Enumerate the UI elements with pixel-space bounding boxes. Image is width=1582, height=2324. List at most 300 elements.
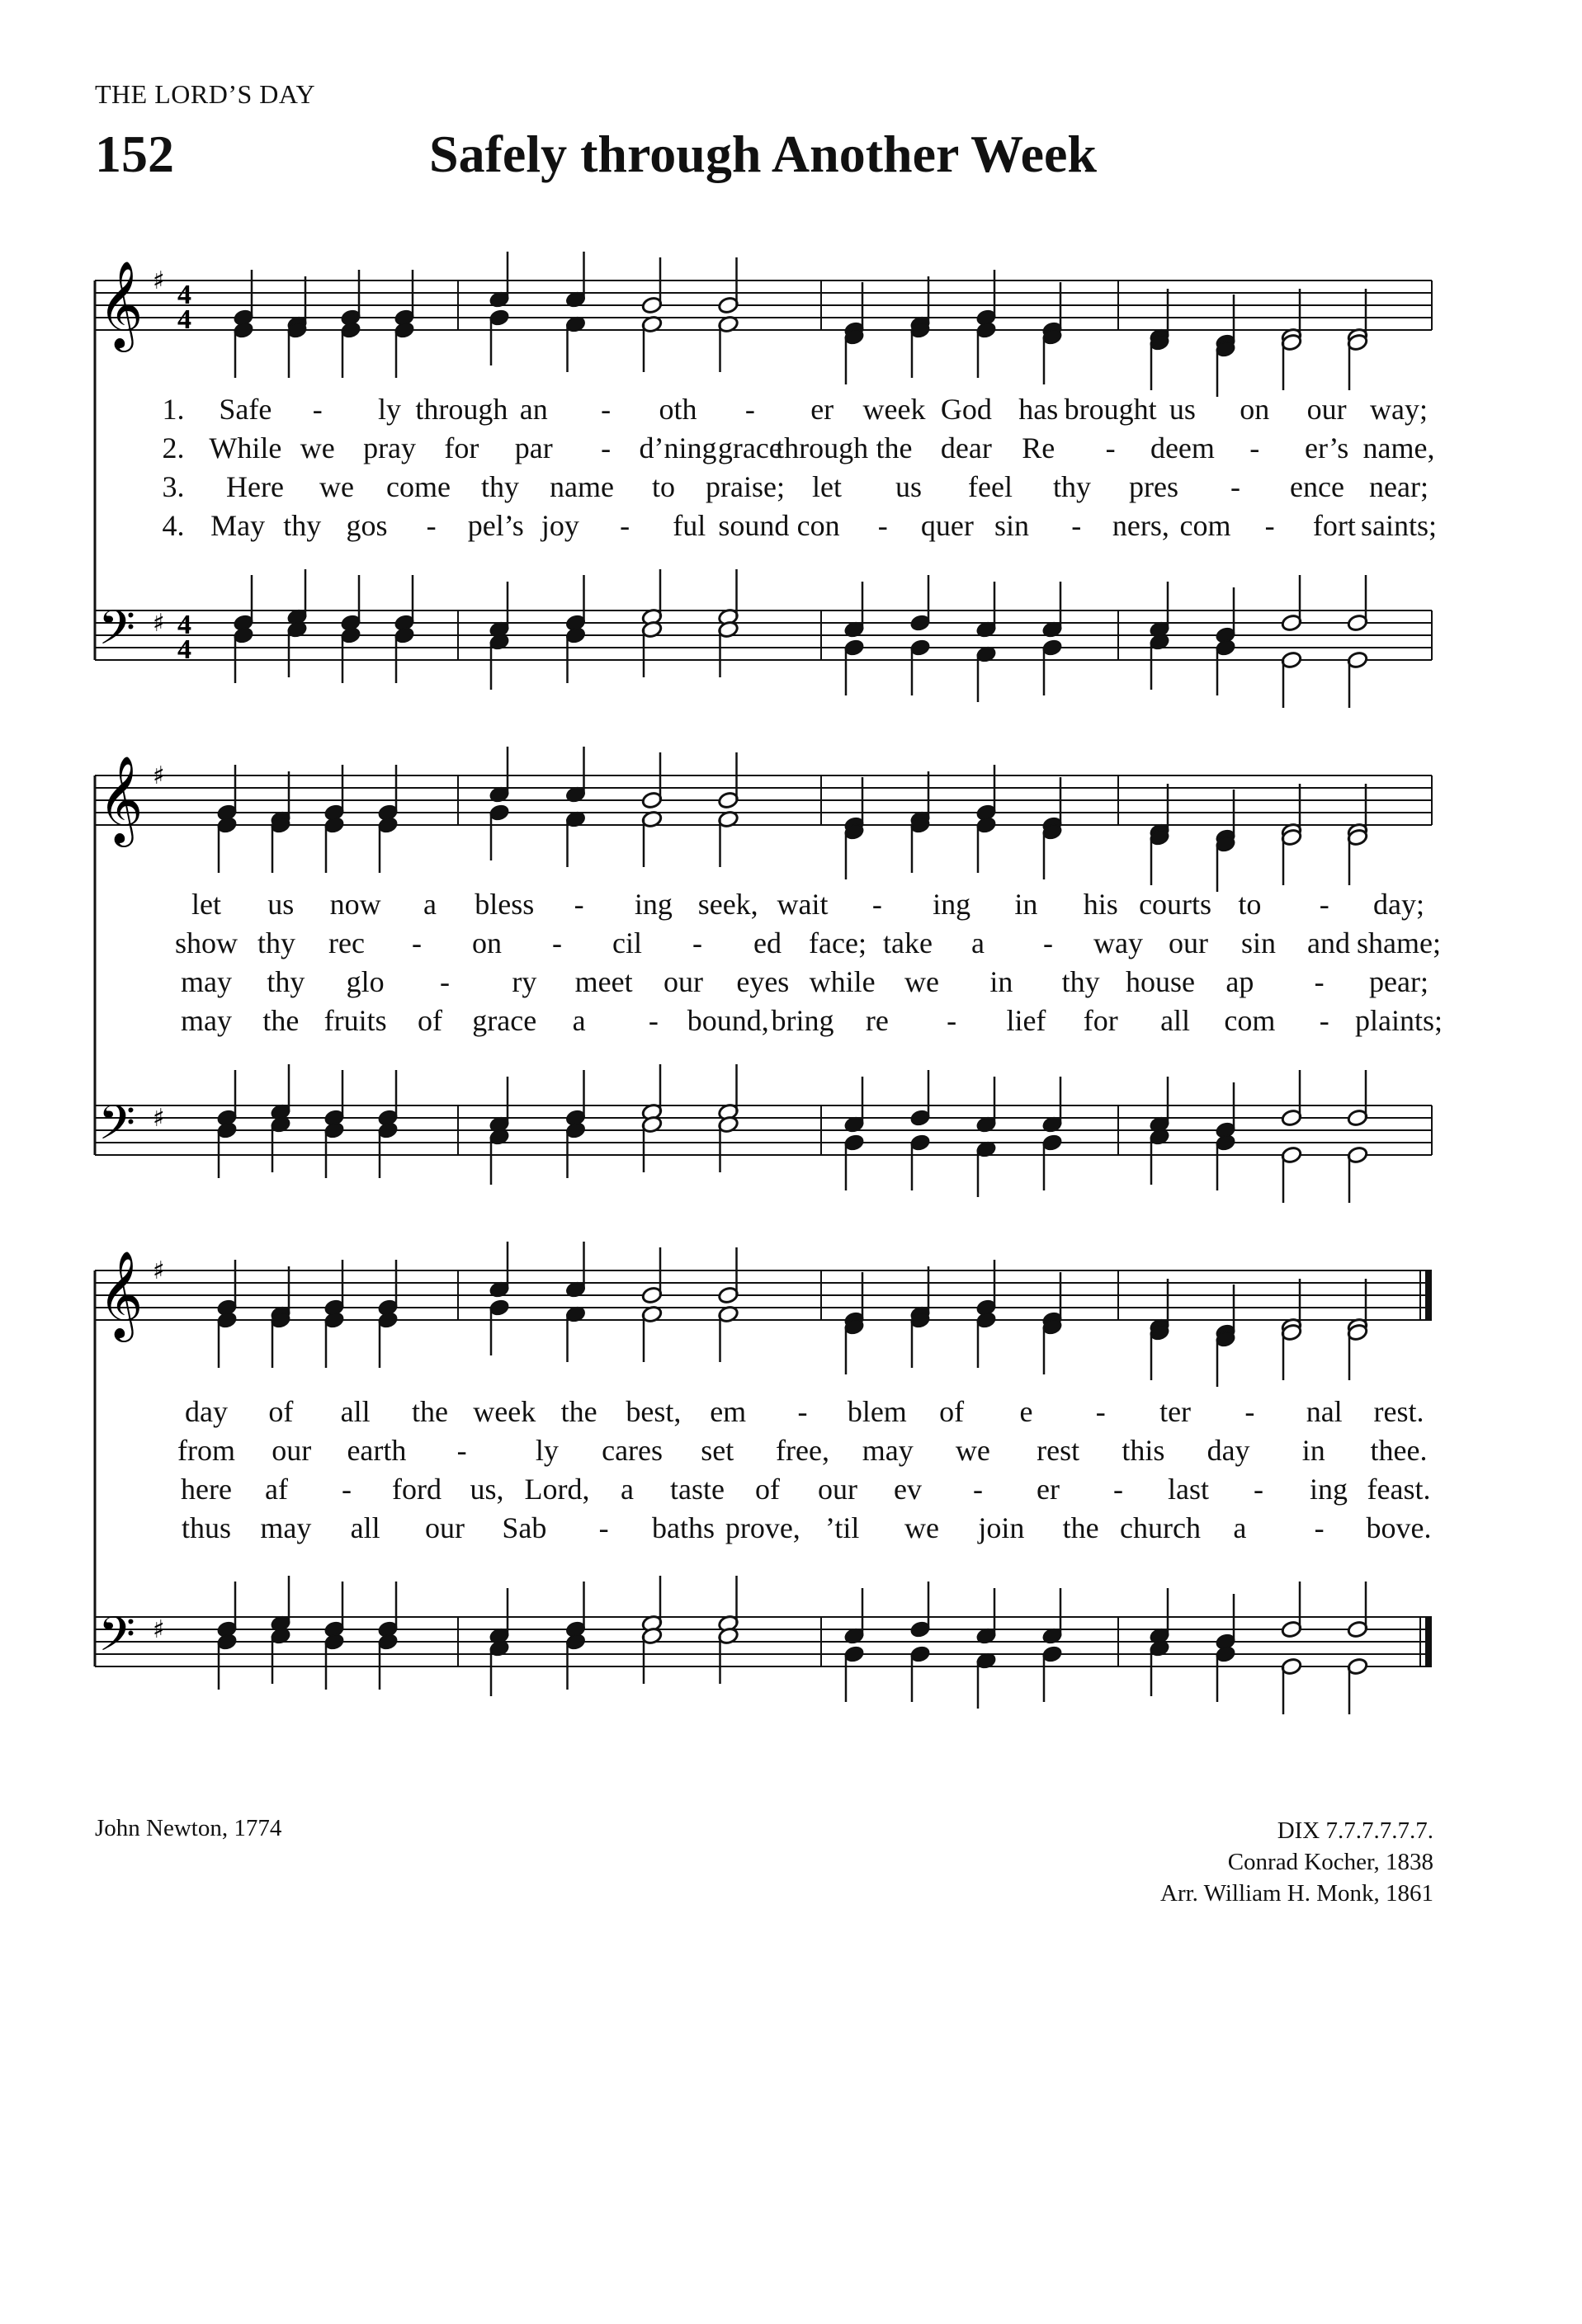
lyric-syllable: 4. — [162, 509, 185, 542]
lyric-syllable: grace — [472, 1004, 537, 1037]
lyric-syllable: fruits — [323, 1004, 387, 1037]
note — [1281, 1582, 1302, 1638]
note — [323, 816, 345, 873]
lyric-line — [95, 431, 1435, 469]
note — [1041, 823, 1063, 879]
note — [564, 1121, 586, 1178]
lyric-syllable: joy — [541, 509, 579, 542]
lyric-syllable: us — [895, 470, 923, 503]
lyric-syllable: sin — [1240, 926, 1277, 959]
lyric-syllable: - — [601, 393, 612, 426]
lyric-syllable: the — [411, 1395, 448, 1428]
lyric-syllable: pres — [1129, 470, 1178, 503]
lyric-syllable: rest. — [1373, 1395, 1424, 1428]
note — [909, 321, 931, 378]
lyric-syllable: bound, — [687, 1004, 769, 1037]
music-system-3 — [95, 1237, 1432, 1732]
note — [1281, 1657, 1302, 1714]
lyric-syllable: quer — [920, 509, 974, 542]
lyric-line — [95, 887, 1432, 925]
lyric-syllable: ence — [1290, 470, 1344, 503]
note — [286, 620, 308, 677]
note — [843, 1645, 865, 1702]
note — [1281, 333, 1302, 390]
lyric-syllable: name — [550, 470, 614, 503]
note — [1215, 1594, 1236, 1651]
lyric-syllable: e — [1019, 1395, 1033, 1428]
note — [233, 321, 254, 378]
lyric-syllable: - — [1314, 1511, 1325, 1544]
lyric-syllable: day — [185, 1395, 228, 1428]
lyric-syllable: from — [177, 1434, 235, 1467]
note — [641, 810, 663, 867]
lyric-syllable: - — [1319, 888, 1329, 921]
lyric-syllable: ing — [933, 888, 971, 921]
lyric-syllable: - — [877, 509, 888, 542]
lyric-syllable: week — [862, 393, 926, 426]
note — [909, 1134, 931, 1190]
sharp-icon: ♯ — [153, 266, 165, 295]
note — [323, 765, 345, 822]
lyric-syllable: for — [1083, 1004, 1118, 1037]
lyric-syllable: of — [939, 1395, 965, 1428]
note — [1041, 1318, 1063, 1374]
note — [377, 1070, 399, 1127]
lyric-syllable: name, — [1362, 431, 1435, 464]
time-signature-top: 4 — [177, 280, 191, 310]
lyric-syllable: - — [342, 1473, 352, 1506]
lyric-syllable: - — [1071, 509, 1082, 542]
lyric-syllable: - — [601, 431, 612, 464]
lyric-syllable: thee. — [1370, 1434, 1428, 1467]
lyric-syllable: 3. — [162, 470, 185, 503]
note — [233, 575, 254, 632]
lyric-syllable: er’s — [1304, 431, 1349, 464]
lyric-syllable: ford — [392, 1473, 442, 1506]
lyric-syllable: may — [181, 965, 232, 998]
note — [216, 1633, 238, 1690]
treble-clef-icon: 𝄞 — [98, 1250, 144, 1338]
lyric-syllable: pear; — [1369, 965, 1429, 998]
sharp-icon: ♯ — [153, 761, 165, 790]
lyric-syllable: con — [796, 509, 840, 542]
lyric-syllable: we — [904, 1511, 939, 1544]
note — [717, 257, 739, 314]
lyric-syllable: a — [423, 888, 437, 921]
lyric-line — [95, 1511, 1432, 1549]
lyric-syllable: the — [560, 1395, 597, 1428]
note — [377, 1121, 399, 1178]
lyric-syllable: - — [1230, 470, 1240, 503]
lyric-syllable: cares — [602, 1434, 663, 1467]
note — [975, 1260, 997, 1317]
note — [377, 1311, 399, 1368]
note — [489, 1639, 510, 1696]
note — [270, 1311, 291, 1368]
lyric-syllable: oth — [659, 393, 697, 426]
lyric-syllable: let — [812, 470, 842, 503]
arranger-credit: Arr. William H. Monk, 1861 — [1160, 1880, 1433, 1907]
lyric-syllable: an — [519, 393, 548, 426]
lyric-syllable: for — [444, 431, 479, 464]
lyric-syllable: - — [440, 965, 450, 998]
lyric-syllable: feel — [968, 470, 1013, 503]
note — [377, 765, 399, 822]
lyric-line — [95, 964, 1432, 1002]
lyric-syllable: all — [1160, 1004, 1191, 1037]
note — [843, 1134, 865, 1190]
lyric-syllable: in — [1301, 1434, 1325, 1467]
lyric-syllable: dear — [940, 431, 992, 464]
lyric-syllable: all — [350, 1511, 380, 1544]
note — [286, 569, 308, 626]
note — [717, 1247, 739, 1304]
bass-clef-icon: 𝄢 — [98, 1606, 136, 1674]
lyric-line — [95, 926, 1441, 964]
lyric-syllable: us — [267, 888, 295, 921]
note — [216, 1582, 238, 1638]
lyric-syllable: Re — [1022, 431, 1055, 464]
note — [975, 645, 997, 702]
note — [489, 804, 510, 860]
lyric-syllable: thy — [257, 926, 296, 959]
tune-credits — [1160, 1815, 1433, 1909]
lyric-syllable: thy — [1061, 965, 1100, 998]
note — [641, 1064, 663, 1121]
note — [564, 810, 586, 867]
lyric-syllable: grace — [717, 431, 782, 464]
note — [975, 1652, 997, 1709]
note — [270, 1064, 291, 1121]
lyric-syllable: earth — [347, 1434, 407, 1467]
note — [1041, 328, 1063, 384]
time-signature-bottom: 4 — [177, 634, 191, 665]
lyric-syllable: saints; — [1360, 509, 1438, 542]
lyric-syllable: rec — [328, 926, 365, 959]
lyric-syllable: 2. — [162, 431, 185, 464]
note — [1041, 639, 1063, 695]
lyric-syllable: week — [473, 1395, 536, 1428]
lyric-syllable: - — [1113, 1473, 1123, 1506]
note — [843, 328, 865, 384]
lyric-syllable: cil — [612, 926, 642, 959]
lyric-line — [95, 392, 1432, 430]
lyric-syllable: a — [971, 926, 985, 959]
note — [641, 1115, 663, 1172]
note — [270, 1576, 291, 1633]
lyric-syllable: here — [181, 1473, 232, 1506]
lyric-syllable: lief — [1006, 1004, 1046, 1037]
lyric-syllable: thy — [1052, 470, 1092, 503]
note — [216, 1311, 238, 1368]
note — [843, 1318, 865, 1374]
lyric-syllable: ter — [1159, 1395, 1192, 1428]
lyric-syllable: af — [265, 1473, 288, 1506]
lyric-syllable: way — [1093, 926, 1143, 959]
note — [1215, 1082, 1236, 1139]
note — [323, 1582, 345, 1638]
note — [270, 1115, 291, 1172]
lyric-syllable: thy — [480, 470, 520, 503]
lyric-syllable: on — [472, 926, 502, 959]
lyric-syllable: prove, — [725, 1511, 800, 1544]
lyric-syllable: - — [1254, 1473, 1263, 1506]
lyric-syllable: baths — [652, 1511, 715, 1544]
note — [717, 1576, 739, 1633]
lyric-syllable: our — [425, 1511, 465, 1544]
lyric-syllable: the — [262, 1004, 300, 1037]
note — [717, 569, 739, 626]
lyric-syllable: day; — [1373, 888, 1424, 921]
lyric-syllable: re — [865, 1004, 889, 1037]
lyric-syllable: May — [210, 509, 266, 542]
lyric-syllable: er — [810, 393, 834, 426]
lyric-syllable: ly — [378, 393, 402, 426]
lyric-syllable: - — [620, 509, 630, 542]
note — [909, 639, 931, 695]
lyric-syllable: praise; — [706, 470, 785, 503]
lyric-syllable: - — [947, 1004, 957, 1037]
note — [564, 1305, 586, 1362]
note — [233, 270, 254, 327]
note — [1281, 1070, 1302, 1127]
lyric-syllable: ing — [634, 888, 673, 921]
note — [394, 575, 415, 632]
lyric-syllable: set — [701, 1434, 734, 1467]
lyric-syllable: glo — [346, 965, 385, 998]
lyric-syllable: house — [1126, 965, 1195, 998]
note — [909, 1311, 931, 1368]
lyric-line — [95, 1433, 1432, 1471]
lyric-syllable: on — [1240, 393, 1270, 426]
lyric-line — [95, 1003, 1443, 1041]
note — [717, 1305, 739, 1362]
lyric-syllable: - — [692, 926, 702, 959]
lyric-syllable: of — [268, 1395, 294, 1428]
lyric-syllable: ly — [535, 1434, 559, 1467]
music-system-2 — [95, 742, 1443, 1204]
lyric-syllable: while — [809, 965, 876, 998]
note — [489, 1128, 510, 1185]
lyric-syllable: brought — [1064, 393, 1157, 426]
lyric-syllable: gos — [346, 509, 388, 542]
note — [717, 620, 739, 677]
note — [216, 1121, 238, 1178]
lyric-syllable: take — [883, 926, 933, 959]
note — [323, 1633, 345, 1690]
note — [489, 1299, 510, 1355]
note — [641, 752, 663, 809]
lyric-syllable: - — [744, 393, 755, 426]
lyric-syllable: - — [973, 1473, 983, 1506]
lyric-syllable: rest — [1037, 1434, 1080, 1467]
lyric-syllable: blem — [847, 1395, 907, 1428]
lyric-syllable: we — [904, 965, 939, 998]
lyric-syllable: com — [1179, 509, 1231, 542]
note — [340, 321, 361, 378]
lyric-syllable: this — [1122, 1434, 1165, 1467]
lyric-syllable: thus — [181, 1511, 232, 1544]
lyric-syllable: eyes — [736, 965, 790, 998]
note — [1347, 651, 1368, 708]
note — [1281, 1323, 1302, 1380]
tune-name: DIX 7.7.7.7.7.7. — [1277, 1817, 1433, 1844]
note — [377, 1633, 399, 1690]
note — [564, 1070, 586, 1127]
lyric-syllable: come — [386, 470, 451, 503]
lyric-syllable: day — [1207, 1434, 1250, 1467]
note — [1149, 1128, 1170, 1185]
lyric-syllable: through — [415, 393, 508, 426]
lyric-syllable: - — [1043, 926, 1053, 959]
lyric-syllable: through — [776, 431, 869, 464]
sharp-icon: ♯ — [153, 609, 165, 638]
note — [323, 1070, 345, 1127]
final-barline — [1425, 1617, 1432, 1666]
sharp-icon: ♯ — [153, 1615, 165, 1644]
lyric-syllable: - — [1244, 1395, 1255, 1428]
lyric-syllable: and — [1307, 926, 1350, 959]
lyric-syllable: ry — [512, 965, 537, 998]
note — [641, 1576, 663, 1633]
lyric-syllable: - — [1105, 431, 1116, 464]
lyric-syllable: Here — [226, 470, 284, 503]
lyric-syllable: - — [797, 1395, 808, 1428]
note — [843, 639, 865, 695]
lyric-syllable: - — [312, 393, 323, 426]
note — [975, 1311, 997, 1368]
note — [641, 315, 663, 372]
bass-clef-icon: 𝄢 — [98, 600, 136, 667]
lyric-syllable: - — [871, 888, 882, 921]
lyric-syllable: near; — [1369, 470, 1429, 503]
note — [1347, 1657, 1368, 1714]
lyric-syllable: - — [1249, 431, 1260, 464]
note — [1215, 1134, 1236, 1190]
note — [1215, 639, 1236, 695]
lyric-syllable: deem — [1150, 431, 1215, 464]
note — [1347, 1146, 1368, 1203]
lyric-syllable: bring — [771, 1004, 834, 1037]
note — [1215, 1330, 1236, 1387]
note — [1347, 1582, 1368, 1638]
note — [216, 1260, 238, 1317]
lyric-syllable: meet — [574, 965, 633, 998]
lyric-syllable: a — [1233, 1511, 1247, 1544]
lyric-syllable: all — [340, 1395, 371, 1428]
note — [1215, 1645, 1236, 1702]
lyric-syllable: last — [1168, 1473, 1209, 1506]
lyric-syllable: - — [1314, 965, 1325, 998]
lyric-syllable: we — [955, 1434, 990, 1467]
note — [340, 626, 361, 683]
note — [1041, 1645, 1063, 1702]
lyric-syllable: church — [1120, 1511, 1201, 1544]
note — [1281, 575, 1302, 632]
music-system-1 — [95, 247, 1438, 709]
lyric-syllable: - — [1319, 1004, 1329, 1037]
note — [909, 1582, 931, 1638]
lyric-syllable: our — [1169, 926, 1208, 959]
note — [489, 633, 510, 690]
final-barline — [1425, 1270, 1432, 1320]
lyric-syllable: 1. — [162, 393, 185, 426]
lyric-syllable: com — [1224, 1004, 1276, 1037]
note — [323, 1311, 345, 1368]
hymn-title: Safely through Another Week — [429, 125, 1097, 183]
lyric-line — [95, 1472, 1432, 1510]
lyric-syllable: - — [552, 926, 562, 959]
note — [1281, 828, 1302, 885]
note — [564, 315, 586, 372]
lyric-syllable: God — [940, 393, 992, 426]
note — [641, 257, 663, 314]
lyric-line — [95, 508, 1438, 546]
note — [216, 765, 238, 822]
lyric-syllable: join — [978, 1511, 1025, 1544]
note — [1347, 1323, 1368, 1380]
lyric-syllable: of — [755, 1473, 780, 1506]
lyric-syllable: seek, — [697, 888, 758, 921]
lyric-line — [95, 1394, 1432, 1432]
lyric-syllable: - — [574, 888, 584, 921]
note — [270, 1627, 291, 1684]
lyric-syllable: face; — [809, 926, 867, 959]
lyric-syllable: our — [272, 1434, 312, 1467]
note — [1281, 651, 1302, 708]
note — [270, 816, 291, 873]
note — [1347, 333, 1368, 390]
lyric-syllable: Sab — [502, 1511, 547, 1544]
bass-clef-icon: 𝄢 — [98, 1095, 136, 1162]
lyric-syllable: nal — [1306, 1395, 1343, 1428]
note — [564, 1582, 586, 1638]
composer-credit: Conrad Kocher, 1838 — [1227, 1849, 1433, 1875]
note — [323, 1121, 345, 1178]
lyric-syllable: our — [663, 965, 703, 998]
lyric-syllable: shame; — [1357, 926, 1441, 959]
lyric-syllable: While — [209, 431, 282, 464]
lyric-syllable: our — [1306, 393, 1347, 426]
lyric-syllable: a — [572, 1004, 586, 1037]
lyric-syllable: let — [191, 888, 221, 921]
note — [564, 626, 586, 683]
note — [717, 810, 739, 867]
time-signature-bottom: 4 — [177, 304, 191, 335]
lyric-syllable: - — [598, 1511, 609, 1544]
lyric-syllable: taste — [670, 1473, 725, 1506]
lyric-syllable: Lord, — [524, 1473, 590, 1506]
lyric-syllable: d’ning — [639, 431, 717, 464]
hymn-number: 152 — [95, 125, 174, 183]
lyric-syllable: in — [1014, 888, 1038, 921]
lyric-syllable: - — [648, 1004, 659, 1037]
lyric-syllable: sound — [718, 509, 790, 542]
lyric-syllable: the — [876, 431, 913, 464]
note — [394, 270, 415, 327]
note — [717, 315, 739, 372]
note — [717, 1115, 739, 1172]
lyric-syllable: ing — [1309, 1473, 1348, 1506]
lyric-syllable: we — [319, 470, 354, 503]
lyric-syllable: us — [1169, 393, 1196, 426]
note — [1149, 1639, 1170, 1696]
note — [340, 270, 361, 327]
note — [909, 1070, 931, 1127]
lyric-syllable: way; — [1370, 393, 1428, 426]
section-label: THE LORD’S DAY — [95, 79, 316, 109]
lyric-syllable: thy — [267, 965, 305, 998]
